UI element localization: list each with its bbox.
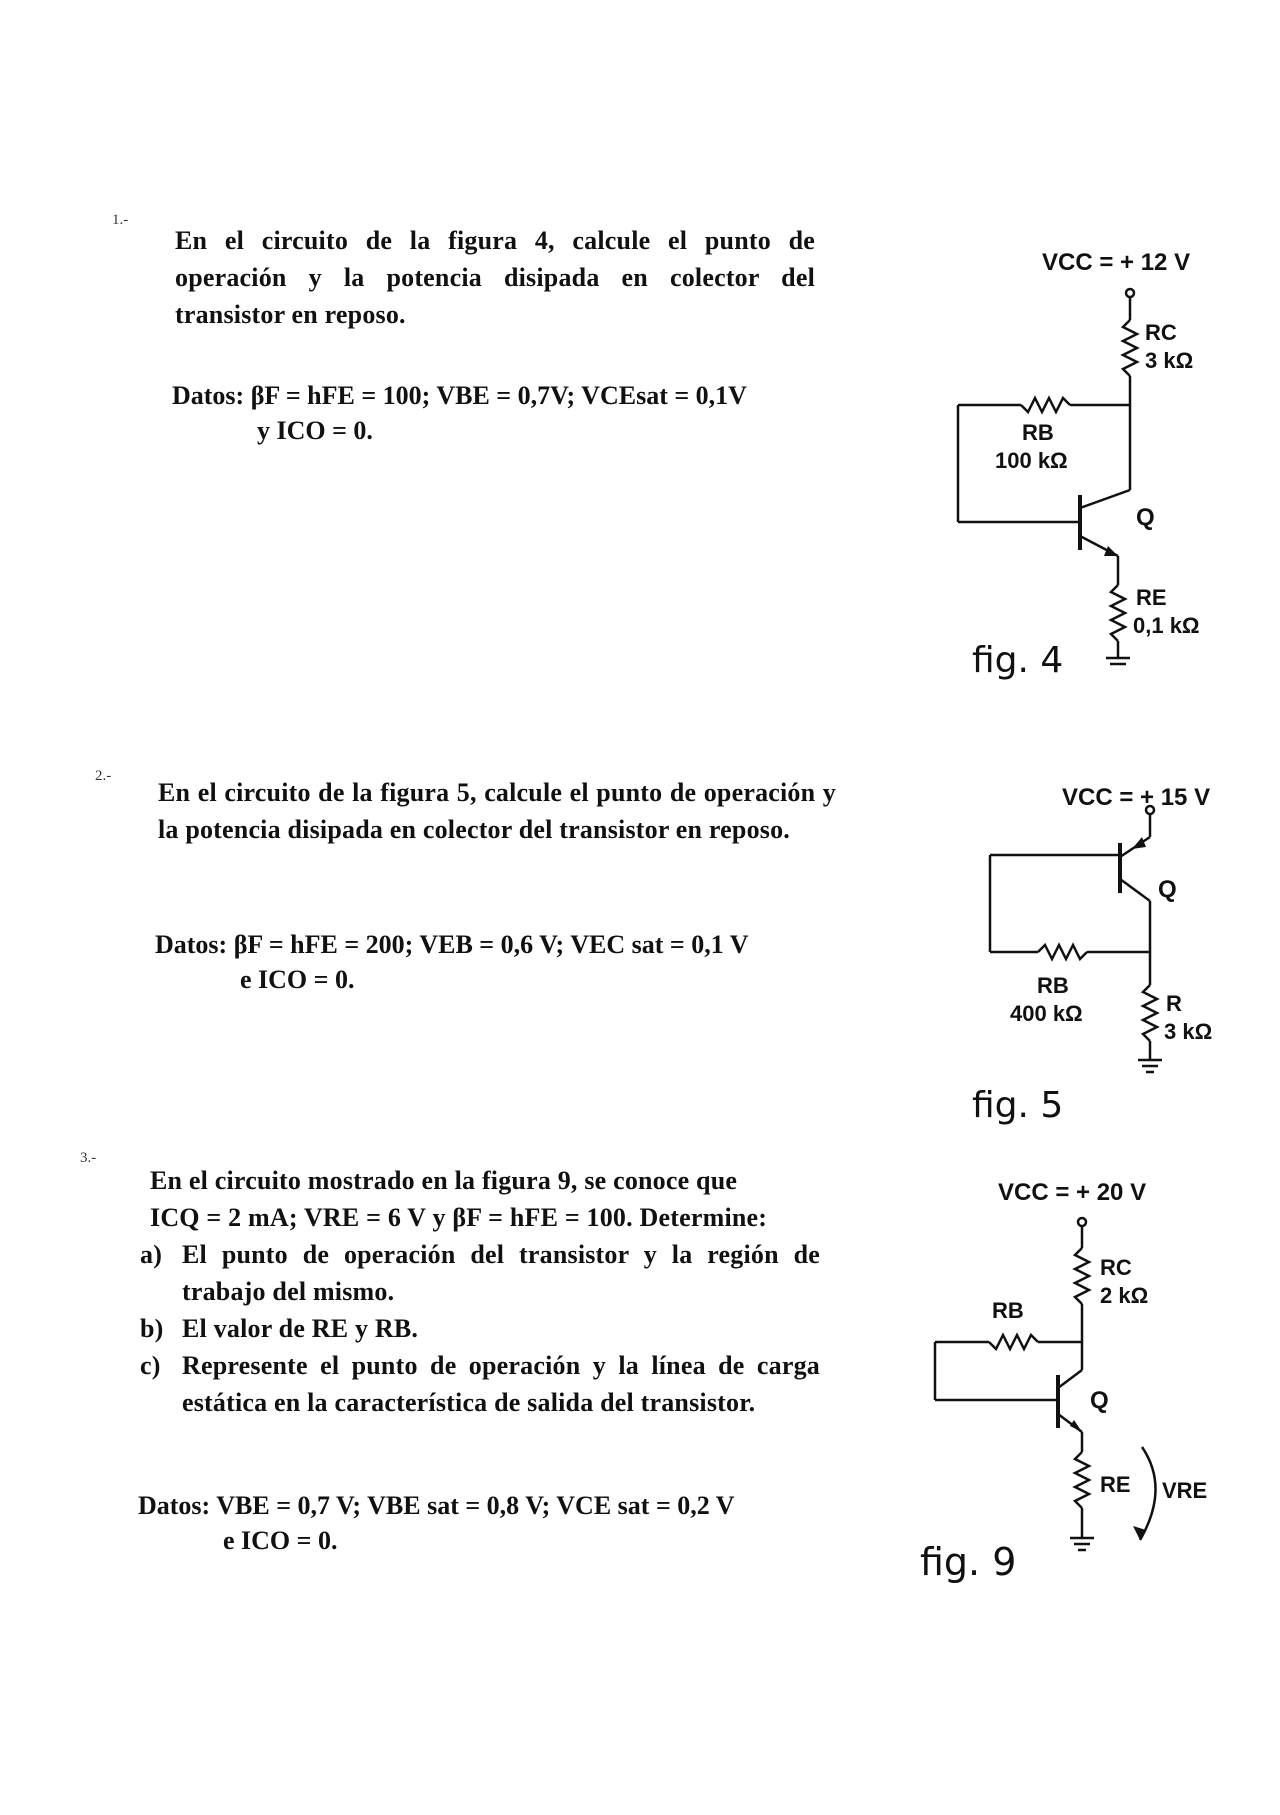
data-line-2: e ICO = 0.: [240, 965, 355, 994]
problem-statement: [140, 1162, 820, 1421]
vcc-label: VCC = + 20 V: [998, 1179, 1147, 1206]
vre-label: VRE: [1162, 1478, 1208, 1503]
rc-name: RC: [1145, 320, 1177, 345]
rc-name: RC: [1100, 1255, 1132, 1280]
rc-value: 3 kΩ: [1145, 348, 1194, 373]
re-value: 0,1 kΩ: [1133, 613, 1200, 638]
rb-name: RB: [1037, 973, 1069, 998]
question-item: [140, 1236, 820, 1310]
r-name: R: [1166, 991, 1182, 1016]
item-label: b): [140, 1314, 164, 1343]
rb-value: 100 kΩ: [995, 448, 1068, 473]
data-line-1: Datos: βF = hFE = 200; VEB = 0,6 V; VEC sat = 0,1 V: [155, 930, 749, 959]
data-line-1: Datos: βF = hFE = 100; VBE = 0,7V; VCEsat = 0,1V: [172, 381, 747, 410]
rb-name: RB: [992, 1298, 1024, 1323]
figure-caption: fig. 9: [920, 1540, 1017, 1584]
data-line-2: e ICO = 0.: [223, 1526, 338, 1555]
transistor-label: Q: [1136, 504, 1155, 531]
item-text: El valor de RE y RB.: [182, 1314, 419, 1343]
question-list: [140, 1236, 820, 1421]
figure-caption: fig. 4: [972, 640, 1064, 681]
transistor-label: Q: [1158, 876, 1177, 903]
rb-value: 400 kΩ: [1010, 1001, 1083, 1026]
problem-data: [172, 378, 747, 448]
r-value: 3 kΩ: [1164, 1019, 1213, 1044]
vcc-label: VCC = + 12 V: [1042, 249, 1191, 276]
problem-data: [138, 1488, 735, 1558]
statement-line-2: ICQ = 2 mA; VRE = 6 V y βF = hFE = 100. Determine:: [150, 1203, 768, 1232]
figure-9-circuit: [920, 1170, 1240, 1610]
item-label: c): [140, 1351, 161, 1380]
re-name: RE: [1136, 585, 1167, 610]
problem-statement: En el circuito de la figura 4, calcule el punto de operación y la potencia disipada en colector del transistor en reposo.: [175, 226, 815, 329]
statement-line-1: En el circuito mostrado en la figura 9, se conoce que: [150, 1166, 738, 1195]
data-line-1: Datos: VBE = 0,7 V; VBE sat = 0,8 V; VCE sat = 0,2 V: [138, 1491, 735, 1520]
problem-statement: En el circuito de la figura 5, calcule el punto de operación y la potencia disipada en colector del transistor en reposo.: [158, 778, 836, 844]
problem-number: 1.-: [112, 212, 129, 228]
rb-name: RB: [1022, 420, 1054, 445]
item-text: El punto de operación del transistor y la región de trabajo del mismo.: [182, 1240, 820, 1306]
problem-number: 3.-: [80, 1150, 97, 1166]
question-item: [140, 1310, 820, 1347]
item-text: Represente el punto de operación y la línea de carga estática en la característica de salida del transistor.: [182, 1351, 820, 1417]
problem-number: 2.-: [95, 768, 112, 784]
figure-caption: fig. 5: [972, 1085, 1064, 1126]
re-name: RE: [1100, 1472, 1131, 1497]
vcc-label: VCC = + 15 V: [1062, 784, 1211, 811]
figure-4-circuit: [940, 240, 1240, 700]
figure-5-circuit: [960, 775, 1260, 1135]
problem-data: [155, 927, 749, 997]
question-item: [140, 1347, 820, 1421]
rc-value: 2 kΩ: [1100, 1283, 1149, 1308]
transistor-label: Q: [1090, 1387, 1109, 1414]
data-line-2: y ICO = 0.: [257, 416, 373, 445]
item-label: a): [140, 1240, 163, 1269]
